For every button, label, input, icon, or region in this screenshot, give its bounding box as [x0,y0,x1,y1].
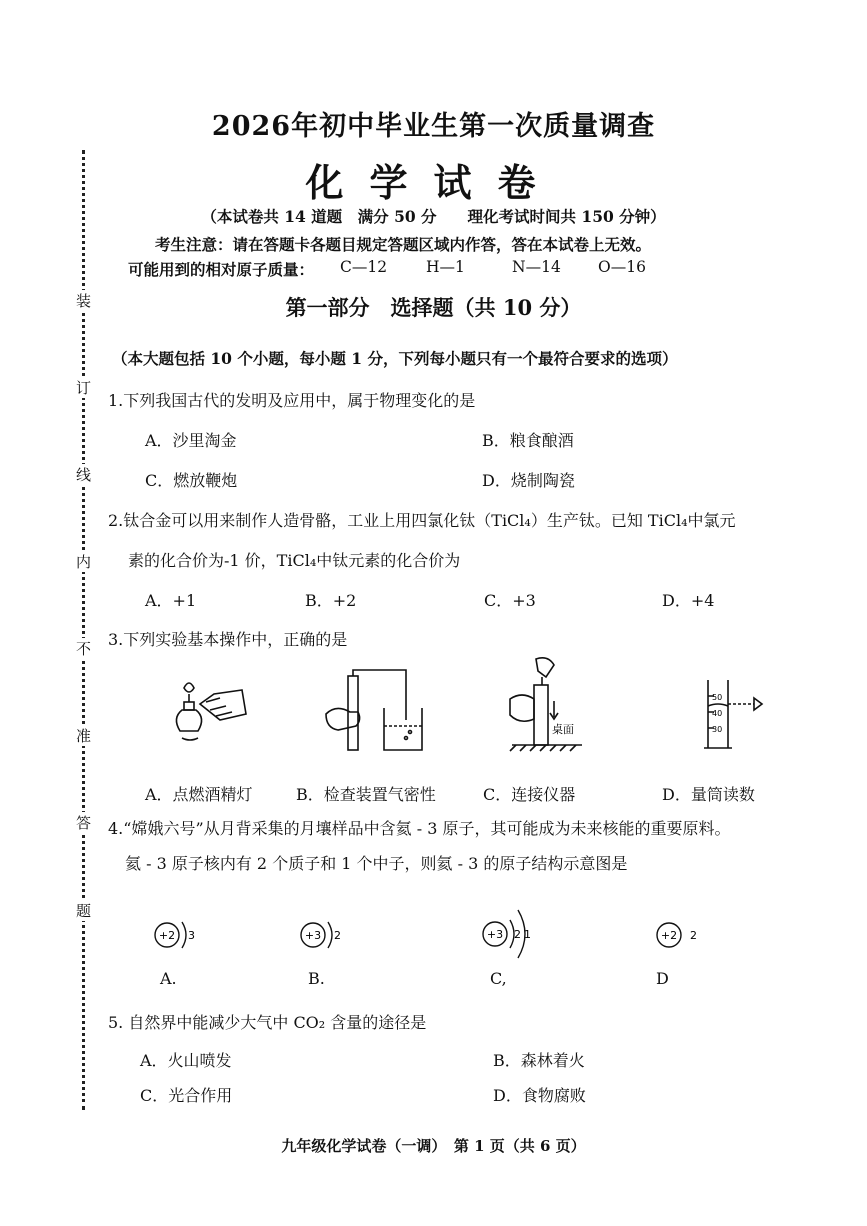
cylinder-tick-30: 30 [712,725,723,734]
q4-label-d: D [656,969,669,988]
q3-option-d: D．量筒读数 [662,785,755,804]
atomic-mass-line [128,258,684,280]
q5-option-b: B．森林着火 [493,1051,585,1070]
atom-diagram-d [652,910,712,960]
shell-electrons: 2 [514,928,521,941]
question-5-stem: 5. 自然界中能减少大气中 CO₂ 含量的途径是 [108,1013,427,1032]
nucleus-charge: +2 [660,929,678,942]
q2-option-b: B．+2 [305,591,357,610]
shell-electrons: 2 [690,929,697,942]
q1-option-b: B．粮食酿酒 [482,431,574,450]
q1-option-c: C．燃放鞭炮 [145,471,238,490]
nucleus-charge: +3 [304,929,322,942]
binding-char: 线 [76,466,92,484]
binding-char: 装 [76,292,92,310]
question-3-stem: 3.下列实验基本操作中，正确的是 [108,630,348,649]
shell-electrons: 1 [524,928,531,941]
subject-title: 化学试卷 [305,160,562,205]
exam-notice: 考生注意：请在答题卡各题目规定答题区域内作答，答在本试卷上无效。 [155,235,652,254]
desk-label: 桌面 [552,723,574,736]
question-4-stem-line2: 氦 - 3 原子核内有 2 个质子和 1 个中子，则氦 - 3 的原子结构示意图是 [125,854,628,873]
shell-electrons: 3 [188,929,195,942]
nucleus-charge: +3 [486,928,504,941]
binding-char: 答 [76,814,92,832]
atomic-mass-label: 可能用到的相对原子质量： [128,260,315,279]
q5-option-d: D．食物腐败 [493,1086,586,1105]
q1-option-a: A．沙里淘金 [145,431,237,450]
q5-option-a: A．火山喷发 [140,1051,232,1070]
atomic-mass-n: N—14 [512,258,561,276]
nucleus-charge: +2 [158,929,176,942]
q5-option-c: C．光合作用 [140,1086,233,1105]
airtightness-figure [318,668,428,758]
q4-label-a: A. [160,969,177,988]
binding-char: 题 [76,902,92,920]
atom-diagram-b [296,910,356,960]
atomic-mass-o: O—16 [598,258,646,276]
exam-meta: （本试卷共 14 道题 满分 50 分 理化考试时间共 150 分钟） [201,207,666,226]
question-1-stem: 1.下列我国古代的发明及应用中，属于物理变化的是 [108,391,476,410]
question-2-stem-line2: 素的化合价为-1 价，TiCl₄中钛元素的化合价为 [128,551,461,570]
alcohol-lamp-figure [160,676,260,756]
atomic-mass-h: H—1 [426,258,465,276]
connect-instrument-figure [502,655,592,755]
q1-option-d: D．烧制陶瓷 [482,471,575,490]
cylinder-tick-40: 40 [712,709,723,718]
q2-option-c: C．+3 [484,591,536,610]
graduated-cylinder-figure [700,676,770,756]
page-footer: 九年级化学试卷（一调） 第 1 页（共 6 页） [281,1137,586,1155]
q3-option-b: B．检查装置气密性 [296,785,436,804]
q2-option-d: D．+4 [662,591,715,610]
section-instruction: （本大题包括 10 个小题，每小题 1 分，下列每小题只有一个最符合要求的选项） [112,349,678,368]
atom-diagram-c [478,902,548,962]
question-2-stem-line1: 2.钛合金可以用来制作人造骨骼，工业上用四氯化钛（TiCl₄）生产钛。已知 TiCl₄中氯元 [108,511,736,530]
cylinder-tick-50: 50 [712,693,723,702]
binding-char: 不 [76,640,92,658]
q4-label-c: C, [490,969,507,988]
q2-option-a: A．+1 [145,591,197,610]
section-title: 第一部分 选择题（共 10 分） [285,295,582,320]
shell-electrons: 2 [334,929,341,942]
q3-option-c: C．连接仪器 [483,785,576,804]
q4-label-b: B. [308,969,325,988]
binding-char: 准 [76,727,92,745]
atomic-mass-c: C—12 [340,258,388,276]
atom-diagram-a [150,910,210,960]
question-4-stem-line1: 4.“嫦娥六号”从月背采集的月壤样品中含氦 - 3 原子，其可能成为未来核能的重要原料。 [108,819,731,838]
binding-char: 订 [76,379,92,397]
exam-title: 2026年初中毕业生第一次质量调查 [211,111,656,142]
q3-option-a: A．点燃酒精灯 [145,785,253,804]
binding-char: 内 [76,553,92,571]
